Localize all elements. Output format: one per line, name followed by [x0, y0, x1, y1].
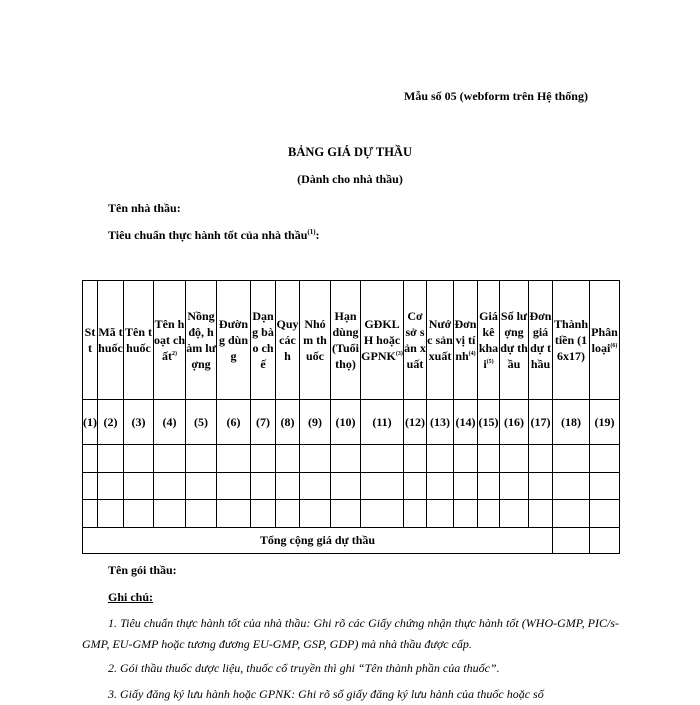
- column-header: [553, 281, 590, 400]
- column-header-text: Thành tiền (16x17): [553, 316, 589, 363]
- table-cell: [98, 472, 124, 499]
- column-number: (18): [553, 399, 590, 445]
- column-number: (16): [500, 399, 529, 445]
- column-header: [217, 281, 251, 400]
- table-cell: [331, 500, 361, 527]
- table-cell: [454, 472, 478, 499]
- column-header-text: Số lượng dự thầu: [500, 308, 528, 371]
- column-header-text: Nước sản xuất: [427, 316, 453, 363]
- table-cell: [186, 472, 217, 499]
- table-cell: [276, 472, 300, 499]
- table-cell: [276, 445, 300, 472]
- table-cell: [404, 472, 427, 499]
- table-cell: [300, 472, 331, 499]
- column-header-footnote: (5): [486, 358, 494, 365]
- column-number: (4): [154, 399, 186, 445]
- document-title: BẢNG GIÁ DỰ THẦU: [288, 145, 412, 159]
- header-row: [83, 281, 620, 400]
- table-cell: [454, 500, 478, 527]
- table-cell: [553, 500, 590, 527]
- table-cell: [361, 472, 404, 499]
- column-header-text: Dạng bào chế: [252, 308, 274, 371]
- column-header: [186, 281, 217, 400]
- column-header-footnote: (3): [395, 350, 403, 357]
- note-2: 2. Gói thầu thuốc dược liệu, thuốc cổ truyền thì ghi “Tên thành phần của thuốc”.: [108, 661, 500, 675]
- table-cell: [404, 445, 427, 472]
- table-cell: [500, 472, 529, 499]
- table-cell: [300, 500, 331, 527]
- table-cell: [300, 445, 331, 472]
- column-header-footnote: (4): [468, 350, 476, 357]
- table-cell: [83, 472, 98, 499]
- table-cell: [83, 500, 98, 527]
- table-cell: [553, 472, 590, 499]
- bid-price-table: [82, 280, 620, 554]
- column-header-text: Cơ sở sản xuất: [404, 308, 426, 371]
- table-cell: [331, 472, 361, 499]
- table-cell: [124, 500, 154, 527]
- table-cell: [529, 472, 553, 499]
- column-header: [500, 281, 529, 400]
- total-label: Tổng cộng giá dự thầu: [83, 527, 553, 553]
- column-number: (13): [427, 399, 454, 445]
- table-cell: [186, 445, 217, 472]
- column-header: [300, 281, 331, 400]
- column-header: [83, 281, 98, 400]
- table-cell: [590, 445, 620, 472]
- table-cell: [427, 445, 454, 472]
- table-cell: [361, 445, 404, 472]
- table-cell: [590, 472, 620, 499]
- table-cell: [276, 500, 300, 527]
- total-row: [83, 527, 620, 553]
- table-cell: [478, 500, 500, 527]
- column-header: [276, 281, 300, 400]
- column-header-text: Giá kê khai: [478, 308, 499, 371]
- table-cell: [251, 472, 276, 499]
- contractor-name-label: Tên nhà thầu:: [108, 201, 181, 215]
- column-header-text: Quy cách: [276, 316, 299, 363]
- table-row: [83, 500, 620, 527]
- column-header: [154, 281, 186, 400]
- gp-standard-text: Tiêu chuẩn thực hành tốt của nhà thầu: [108, 228, 308, 242]
- table-cell: [478, 472, 500, 499]
- table-cell: [529, 500, 553, 527]
- column-number: (3): [124, 399, 154, 445]
- table-cell: [427, 472, 454, 499]
- column-header: [124, 281, 154, 400]
- column-number: (1): [83, 399, 98, 445]
- gp-standard-footnote: (1): [307, 228, 316, 236]
- table-cell: [331, 445, 361, 472]
- column-header-text: Hạn dùng (Tuổi thọ): [332, 308, 359, 371]
- table-cell: [186, 500, 217, 527]
- note-1: 1. Tiêu chuẩn thực hành tốt của nhà thầu: Ghi rõ các Giấy chứng nhận thực hành tốt (WHO-GMP, PIC/s-GMP, EU-GMP hoặc tương đương EU-GMP, GSP, GDP) mà nhà thầu được cấp.: [82, 616, 619, 651]
- column-number: (10): [331, 399, 361, 445]
- form-number: Mẫu số 05 (webform trên Hệ thống): [404, 89, 588, 103]
- table-cell: [98, 445, 124, 472]
- column-header-text: GĐKLH hoặc GPNK: [361, 316, 401, 363]
- package-name-label: Tên gói thầu:: [108, 563, 177, 577]
- column-header-footnote: (6): [610, 342, 618, 349]
- column-header: [251, 281, 276, 400]
- table-cell: [124, 445, 154, 472]
- gp-standard-label: [108, 228, 320, 243]
- table-cell: [251, 500, 276, 527]
- table-cell: [478, 445, 500, 472]
- column-header-text: Đường dùng: [218, 316, 249, 363]
- column-header-text: Tên thuốc: [125, 324, 152, 355]
- column-number: (12): [404, 399, 427, 445]
- column-header-text: Nhóm thuốc: [303, 316, 327, 363]
- column-header: [98, 281, 124, 400]
- column-number: (14): [454, 399, 478, 445]
- column-header: [529, 281, 553, 400]
- column-header: [454, 281, 478, 400]
- column-number: (6): [217, 399, 251, 445]
- column-number: (15): [478, 399, 500, 445]
- table-row: [83, 472, 620, 499]
- table-cell: [427, 500, 454, 527]
- table-cell: [217, 472, 251, 499]
- note-3: 3. Giấy đăng ký lưu hành hoặc GPNK: Ghi rõ số giấy đăng ký lưu hành của thuốc hoặc số: [108, 687, 544, 701]
- column-number: (7): [251, 399, 276, 445]
- document-subtitle: (Dành cho nhà thầu): [297, 172, 403, 186]
- column-header-text: Đơn giá dự thầu: [529, 308, 552, 371]
- column-header: [427, 281, 454, 400]
- column-number: (2): [98, 399, 124, 445]
- column-header: [361, 281, 404, 400]
- notes-heading: Ghi chú:: [108, 590, 154, 604]
- table-cell: [217, 445, 251, 472]
- table-cell: [251, 445, 276, 472]
- column-header-text: Stt: [84, 324, 96, 355]
- table-cell: [500, 445, 529, 472]
- column-number-row: [83, 399, 620, 445]
- table-cell: [500, 500, 529, 527]
- table-cell: [404, 500, 427, 527]
- table-cell: [154, 500, 186, 527]
- table-row: [83, 445, 620, 472]
- column-header-text: Phân loại: [591, 324, 618, 355]
- table-cell: [553, 445, 590, 472]
- column-header: [478, 281, 500, 400]
- column-number: (5): [186, 399, 217, 445]
- table-cell: [217, 500, 251, 527]
- column-header: [590, 281, 620, 400]
- gp-standard-colon: :: [315, 228, 320, 242]
- column-header-text: Đơn vị tính: [454, 316, 477, 363]
- column-header-footnote: 2): [172, 350, 177, 357]
- table-cell: [124, 472, 154, 499]
- table-cell: [154, 472, 186, 499]
- table-cell: [98, 500, 124, 527]
- column-number: (9): [300, 399, 331, 445]
- total-classification-cell: [590, 527, 620, 553]
- column-number: (19): [590, 399, 620, 445]
- total-amount-cell: [553, 527, 590, 553]
- table-cell: [590, 500, 620, 527]
- table-cell: [154, 445, 186, 472]
- column-header-text: Tên hoạt chất: [154, 316, 185, 363]
- column-header-text: Nồng độ, hàm lượng: [186, 308, 216, 371]
- column-number: (17): [529, 399, 553, 445]
- column-header-text: Mã thuốc: [98, 324, 123, 355]
- column-number: (11): [361, 399, 404, 445]
- table-cell: [454, 445, 478, 472]
- column-number: (8): [276, 399, 300, 445]
- table-cell: [529, 445, 553, 472]
- table-cell: [83, 445, 98, 472]
- column-header: [404, 281, 427, 400]
- column-header: [331, 281, 361, 400]
- table-cell: [361, 500, 404, 527]
